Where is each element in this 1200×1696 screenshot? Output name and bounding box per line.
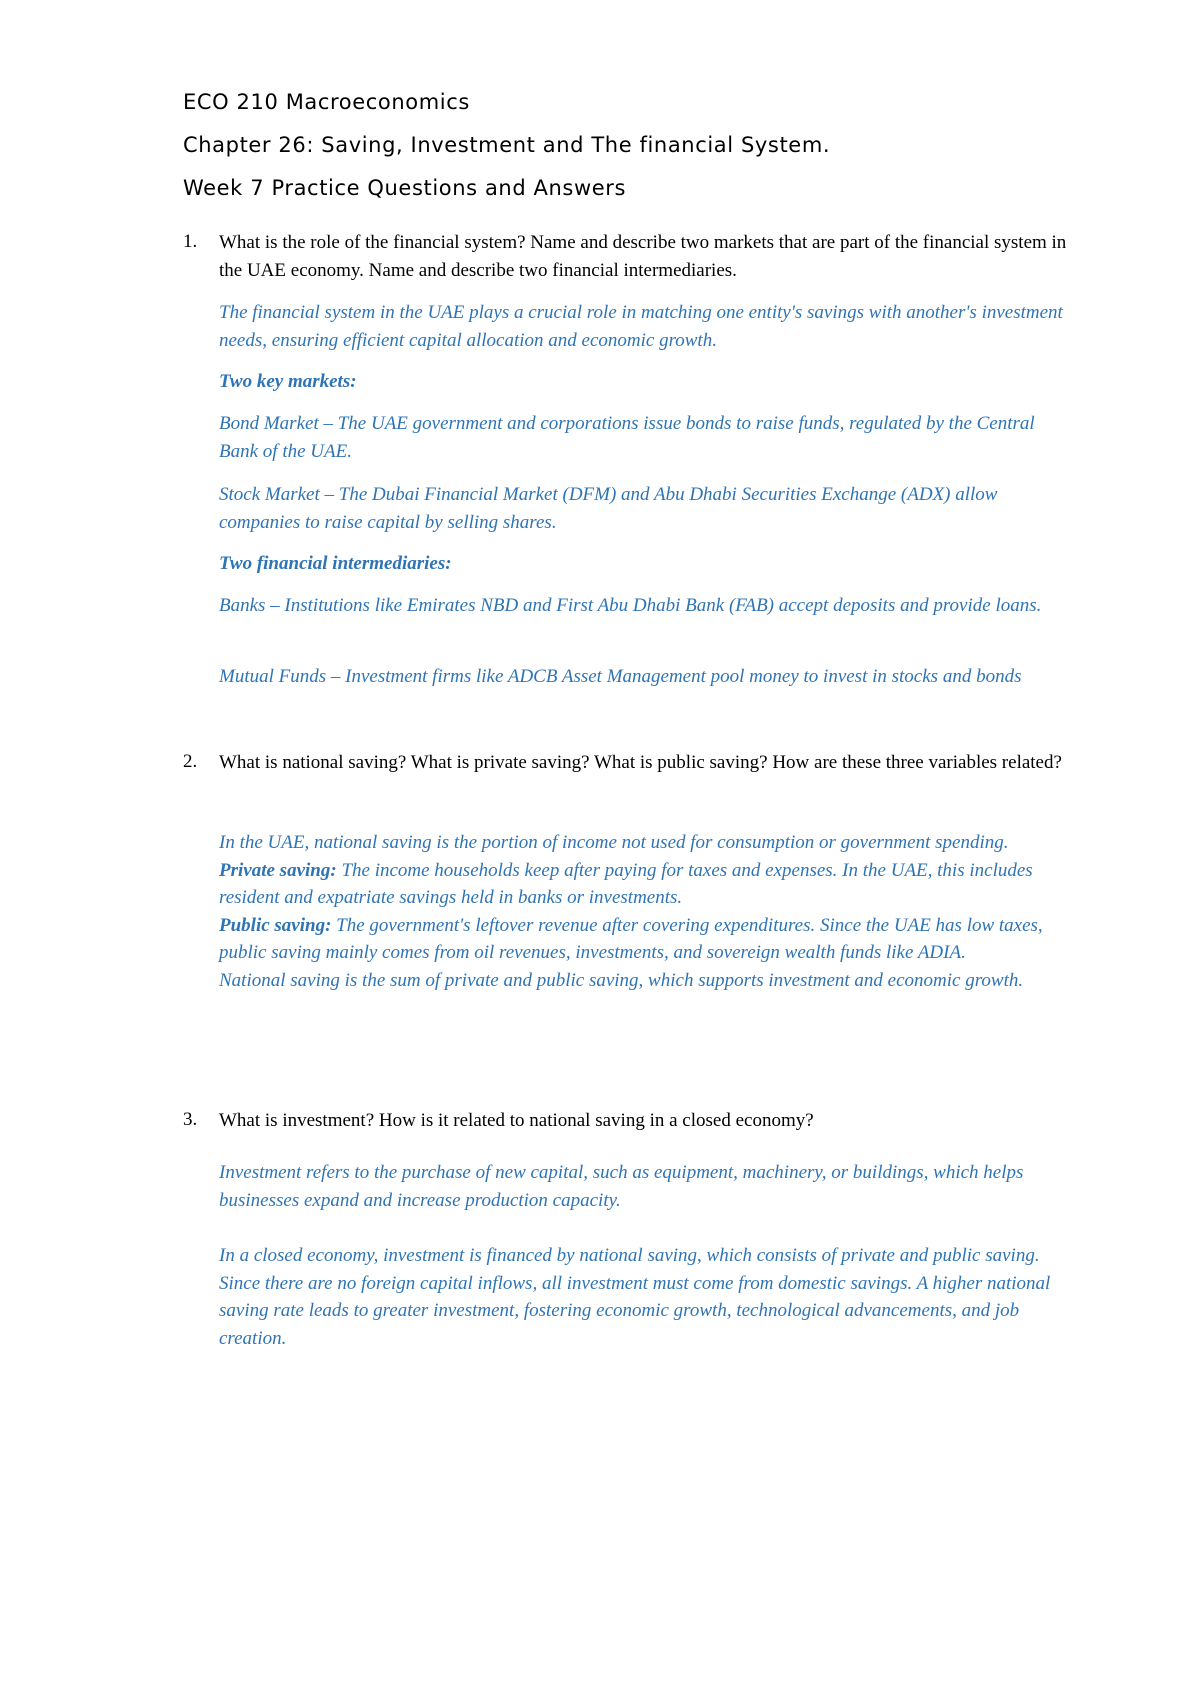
answer-3-para2: In a closed economy, investment is financed by national saving, which consists of private and public saving. Since there are no foreign capital inflows, all investment must come from domestic savings. A higher national saving rate leads to greater investment, fostering economic growth, technological advancements, and job creation. xyxy=(219,1245,1051,1349)
question-3-number: 3. xyxy=(183,1109,198,1130)
public-saving-label: Public saving: xyxy=(219,914,332,936)
answer-2-block xyxy=(219,829,1069,994)
public-saving-text: The government's leftover revenue after covering expenditures. Since the UAE has low taxes, public saving mainly comes from oil revenues, investments, and sovereign wealth funds like ADIA. xyxy=(219,914,1043,963)
answer-2-public xyxy=(219,912,1069,967)
answer-2-relation: National saving is the sum of private and public saving, which supports investment and economic growth. xyxy=(219,969,1024,991)
question-3-text: What is investment? How is it related to national saving in a closed economy? xyxy=(219,1110,814,1131)
question-2-number: 2. xyxy=(183,751,198,772)
answer-1-intermediaries-heading: Two financial intermediaries: xyxy=(219,553,452,574)
week-title: Week 7 Practice Questions and Answers xyxy=(183,176,627,200)
question-1-text: What is the role of the financial system? Name and describe two markets that are part of the financial system in the UAE economy. Name and describe two financial intermediaries. xyxy=(219,232,1067,281)
answer-3-para1: Investment refers to the purchase of new capital, such as equipment, machinery, or buildings, which helps businesses expand and increase production capacity. xyxy=(219,1162,1024,1211)
answer-1-banks: Banks – Institutions like Emirates NBD and First Abu Dhabi Bank (FAB) accept deposits and provide loans. xyxy=(219,595,1042,616)
answer-2-private xyxy=(219,857,1069,912)
private-saving-text: The income households keep after paying for taxes and expenses. In the UAE, this includes resident and expatriate savings held in banks or investments. xyxy=(219,859,1033,908)
chapter-title: Chapter 26: Saving, Investment and The financial System. xyxy=(183,133,831,157)
answer-2-intro: In the UAE, national saving is the portion of income not used for consumption or government spending. xyxy=(219,832,1009,853)
answer-1-mutual-funds: Mutual Funds – Investment firms like ADCB Asset Management pool money to invest in stocks and bonds xyxy=(219,666,1022,687)
answer-1-stock-market: Stock Market – The Dubai Financial Market (DFM) and Abu Dhabi Securities Exchange (ADX) allow companies to raise capital by selling shares. xyxy=(219,484,998,533)
private-saving-label: Private saving: xyxy=(219,859,337,881)
answer-1-bond-market: Bond Market – The UAE government and corporations issue bonds to raise funds, regulated by the Central Bank of the UAE. xyxy=(219,413,1035,462)
answer-1-markets-heading: Two key markets: xyxy=(219,371,357,392)
question-2-text: What is national saving? What is private saving? What is public saving? How are these three variables related? xyxy=(219,752,1062,773)
course-title: ECO 210 Macroeconomics xyxy=(183,90,470,114)
answer-1-intro: The financial system in the UAE plays a crucial role in matching one entity's savings with another's investment needs, ensuring efficient capital allocation and economic growth. xyxy=(219,302,1063,351)
question-1-number: 1. xyxy=(183,231,198,252)
